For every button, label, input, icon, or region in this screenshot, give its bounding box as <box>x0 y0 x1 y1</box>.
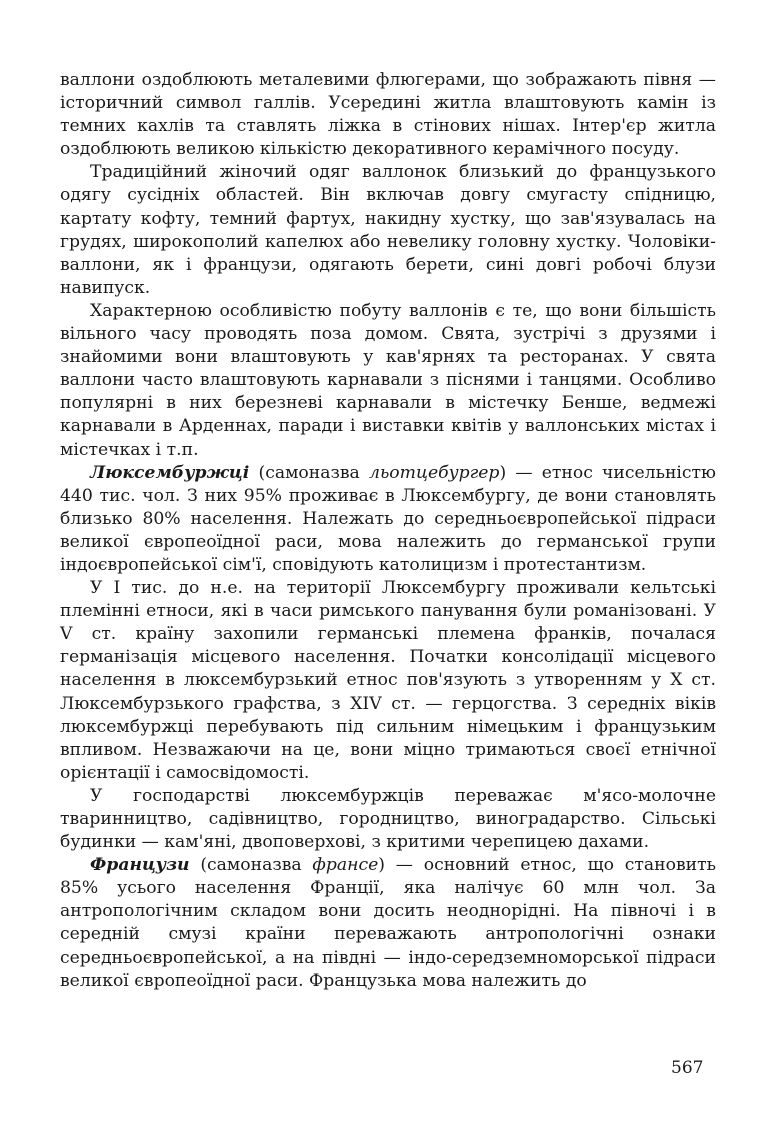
paragraph-wallonia-clothing: Традиційний жіночий одяг валлонок близький до французького одягу сусідніх областей. Він включав довгу смугасту спідницю, картату кофту, темний фартух, накидну хустку, що зав'язувалась на грудях, широкополий капелюх або невелику головну хустку. Чоловіки-валлони, як і французи, одягають берети, сині довгі робочі блузи навипуск. <box>60 162 716 298</box>
selfname-prefix: (самоназва <box>189 855 313 876</box>
paragraph-luxembourgers-intro <box>60 462 716 577</box>
selfname-french: франсе <box>312 855 379 876</box>
selfname-luxembourgers: льотцебургер <box>369 462 500 483</box>
selfname-prefix: (самоназва <box>249 462 369 483</box>
term-luxembourgers: Люксембуржці <box>90 462 250 483</box>
paragraph-luxembourg-economy: У господарстві люксембуржців переважає м'ясо-молочне тваринництво, садівництво, городництво, виноградарство. Сільські будинки — кам'яні, двоповерхові, з критими черепицею дахами. <box>60 785 716 853</box>
term-french: Французи <box>90 855 190 876</box>
page-body <box>60 69 716 993</box>
paragraph-wallonia-dwellings: валлони оздоблюють металевими флюгерами, що зображають півня — історичний символ галлів. Усередині житла влаштовують камін із темних кахлів та ставлять ліжка в стінових нішах. Інтер'єр житла оздоблюють великою кількістю декоративного керамічного посуду. <box>60 70 716 160</box>
paragraph-luxembourgers-intro-text: ) — етнос чисельністю 440 тис. чол. З них 95% проживає в Люксембургу, де вони становлять близько 80% населення. Належать до середньоєвропейської підраси великої європеоїдної раси, мова належить до германської групи індоєвропейської сім'ї, сповідують католицизм і протестантизм. <box>60 462 716 575</box>
paragraph-french-intro <box>60 854 716 993</box>
page-number: 567 <box>671 1058 704 1078</box>
paragraph-luxembourg-history: У І тис. до н.е. на території Люксембургу проживали кельтські племінні етноси, які в часи римського панування були романізовані. У V ст. країну захопили германські племена франків, почалася германізація місцевого населення. Початки консолідації місцевого населення в люксембурзький етнос пов'язують з утворенням у Х ст. Люксембурзького графства, з XIV ст. — герцогства. З середніх віків люксембуржці перебувають під сильним німецьким і французьким впливом. Незважаючи на це, вони міцно тримаються своєї етнічної орієнтації і самосвідомості. <box>60 578 716 783</box>
paragraph-wallonia-leisure: Характерною особливістю побуту валлонів є те, що вони більшість вільного часу проводять поза домом. Свята, зустрічі з друзями і знайомими вони влаштовують у кав'ярнях та ресторанах. У свята валлони часто влаштовують карнавали з піснями і танцями. Особливо популярні в них березневі карнавали в містечку Бенше, ведмежі карнавали в Арденнах, паради і виставки квітів у валлонських містах і містечках і т.п. <box>60 300 716 460</box>
paragraph-french-intro-text: ) — основний етнос, що становить 85% усього населення Франції, яка налічує 60 млн чол. За антропологічним складом вони досить неоднорідні. На півночі і в середній смузі країни переважають антропологічні ознаки середньоєвропейської, а на півдні — індо-середземноморської підраси великої європеоїдної раси. Французька мова належить до <box>60 855 716 991</box>
